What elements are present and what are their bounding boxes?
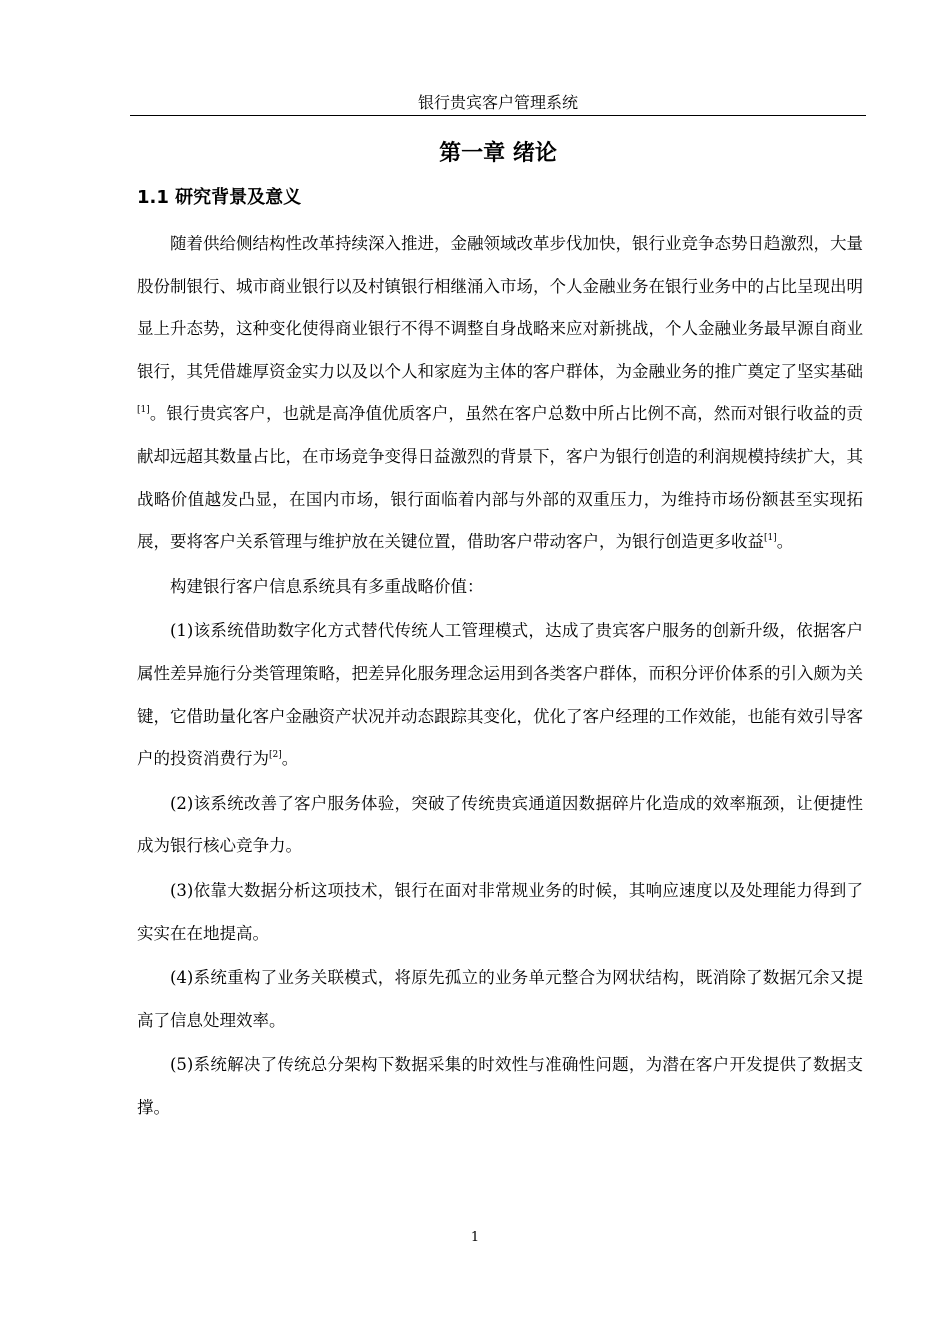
paragraph-text: 。银行贵宾客户，也就是高净值优质客户，虽然在客户总数中所占比例不高，然而对银行收益的贡献却远超其数量占比，在市场竞争变得日益激烈的背景下，客户为银行创造的利润规模持续扩大，其战略价值越发凸显，在国内市场，银行面临着内部与外部的双重压力，为维持市场份额甚至实现拓展，要将客户关系管理与维护放在关键位置，借助客户带动客户，为银行创造更多收益 bbox=[137, 404, 863, 552]
paragraph-point-2: (2)该系统改善了客户服务体验，突破了传统贵宾通道因数据碎片化造成的效率瓶颈，让便捷性成为银行核心竞争力。 bbox=[137, 793, 863, 856]
paragraph-text: 随着供给侧结构性改革持续深入推进，金融领域改革步伐加快，银行业竞争态势日趋激烈，大量股份制银行、城市商业银行以及村镇银行相继涌入市场，个人金融业务在银行业务中的占比呈现出明显上升态势，这种变化使得商业银行不得不调整自身战略来应对新挑战，个人金融业务最早源自商业银行，其凭借雄厚资金实力以及以个人和家庭为主体的客户群体，为金融业务的推广奠定了坚实基础 bbox=[137, 234, 863, 381]
paragraph-text: 。 bbox=[281, 749, 299, 769]
citation: [2] bbox=[269, 750, 282, 761]
citation: [1] bbox=[137, 405, 150, 416]
paragraph-background bbox=[137, 223, 863, 564]
paragraph-point-4: (4)系统重构了业务关联模式，将原先孤立的业务单元整合为网状结构，既消除了数据冗余又提高了信息处理效率。 bbox=[137, 968, 863, 1030]
paragraph-point-3: (3)依靠大数据分析这项技术，银行在面对非常规业务的时候，其响应速度以及处理能力得到了实实在在地提高。 bbox=[137, 880, 863, 943]
paragraph-text: (1)该系统借助数字化方式替代传统人工管理模式，达成了贵宾客户服务的创新升级，依据客户属性差异施行分类管理策略，把差异化服务理念运用到各类客户群体，而积分评价体系的引入颇为关键，它借助量化客户金融资产状况并动态跟踪其变化，优化了客户经理的工作效能，也能有效引导客户的投资消费行为 bbox=[137, 621, 863, 769]
section-title: 1.1 研究背景及意义 bbox=[137, 187, 302, 208]
paragraph-text: 。 bbox=[776, 532, 794, 552]
chapter-title: 第一章 绪论 bbox=[439, 141, 557, 166]
paragraph-value-intro: 构建银行客户信息系统具有多重战略价值： bbox=[170, 576, 484, 596]
running-header: 银行贵宾客户管理系统 bbox=[417, 93, 578, 112]
page-number: 1 bbox=[470, 1230, 480, 1245]
paragraph-point-5: (5)系统解决了传统总分架构下数据采集的时效性与准确性问题，为潜在客户开发提供了数据支撑。 bbox=[137, 1055, 863, 1117]
citation: [1] bbox=[764, 533, 777, 544]
header-rule bbox=[130, 115, 866, 116]
body-text bbox=[137, 223, 863, 1129]
paragraph-point-1 bbox=[137, 610, 863, 780]
